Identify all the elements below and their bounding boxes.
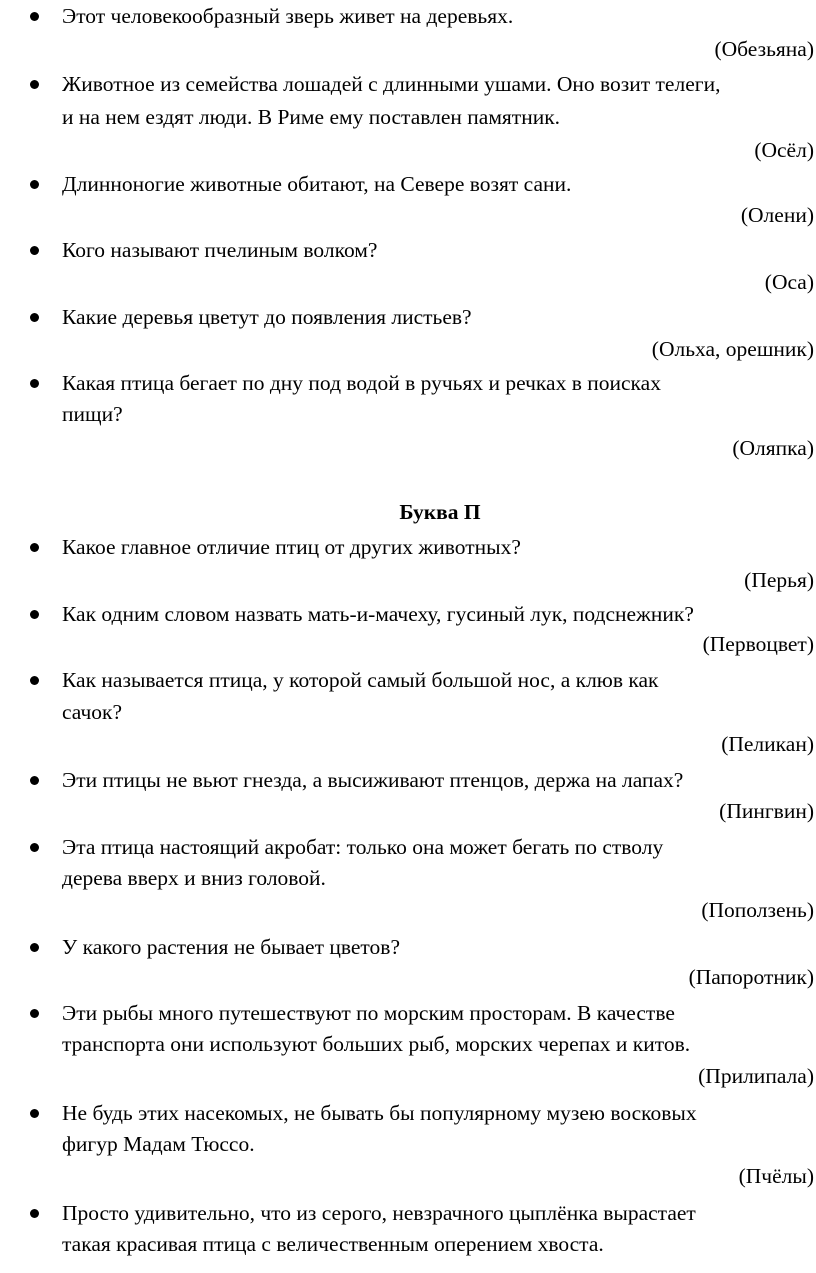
question-text: Длинноногие животные обитают, на Севере возят сани.	[62, 172, 572, 196]
question-text: У какого растения не бывает цветов?	[62, 935, 400, 959]
bullet	[30, 313, 39, 322]
question-text: Как одним словом назвать мать-и-мачеху, гусиный лук, подснежник?	[62, 602, 694, 626]
bullet	[30, 943, 39, 952]
question-text: фигур Мадам Тюссо.	[62, 1132, 255, 1156]
answer-text: (Поползень)	[701, 898, 814, 922]
bullet	[30, 246, 39, 255]
bullet	[30, 776, 39, 785]
answer-text: (Осёл)	[754, 138, 814, 162]
bullet	[30, 676, 39, 685]
question-text: сачок?	[62, 700, 123, 724]
question-text: Кого называют пчелиным волком?	[62, 238, 378, 262]
answer-text: (Обезьяна)	[714, 37, 814, 61]
question-text: Эти птицы не вьют гнезда, а высиживают птенцов, держа на лапах?	[62, 768, 684, 792]
question-text: такая красивая птица с величественным оперением хвоста.	[62, 1232, 604, 1256]
answer-text: (Перья)	[744, 568, 814, 592]
question-text: Этот человекообразный зверь живет на деревьях.	[62, 4, 514, 28]
question-text: Просто удивительно, что из серого, невзрачного цыплёнка вырастает	[62, 1201, 696, 1225]
answer-text: (Папоротник)	[688, 965, 814, 989]
question-text: Не будь этих насекомых, не бывать бы популярному музею восковых	[62, 1101, 697, 1125]
answer-text: (Пчёлы)	[738, 1164, 814, 1188]
question-text: Эта птица настоящий акробат: только она может бегать по стволу	[62, 835, 664, 859]
question-text: и на нем ездят люди. В Риме ему поставлен памятник.	[62, 105, 561, 129]
bullet	[30, 80, 39, 89]
answer-text: (Оляпка)	[732, 436, 814, 460]
answer-text: (Олени)	[740, 203, 814, 227]
bullet	[30, 610, 39, 619]
section-heading: Буква П	[399, 500, 481, 524]
question-text: пищи?	[62, 402, 123, 426]
bullet	[30, 543, 39, 552]
answer-text: (Прилипала)	[698, 1064, 814, 1088]
question-text: транспорта они используют больших рыб, морских черепах и китов.	[62, 1032, 691, 1056]
answer-text: (Оса)	[764, 270, 814, 294]
bullet	[30, 1209, 39, 1218]
question-text: Как называется птица, у которой самый большой нос, а клюв как	[62, 668, 659, 692]
answer-text: (Пингвин)	[719, 799, 814, 823]
bullet	[30, 843, 39, 852]
question-text: Какие деревья цветут до появления листьев?	[62, 305, 472, 329]
bullet	[30, 1009, 39, 1018]
question-text: Какая птица бегает по дну под водой в ручьях и речках в поисках	[62, 371, 661, 395]
question-text: Животное из семейства лошадей с длинными ушами. Оно возит телеги,	[62, 72, 721, 96]
question-text: Какое главное отличие птиц от других животных?	[62, 535, 521, 559]
answer-text: (Ольха, орешник)	[651, 337, 814, 361]
bullet	[30, 379, 39, 388]
bullet	[30, 12, 39, 21]
answer-text: (Пеликан)	[721, 732, 814, 756]
question-text: дерева вверх и вниз головой.	[62, 866, 326, 890]
question-text: Эти рыбы много путешествуют по морским просторам. В качестве	[62, 1001, 675, 1025]
answer-text: (Первоцвет)	[702, 632, 814, 656]
bullet	[30, 1109, 39, 1118]
bullet	[30, 180, 39, 189]
